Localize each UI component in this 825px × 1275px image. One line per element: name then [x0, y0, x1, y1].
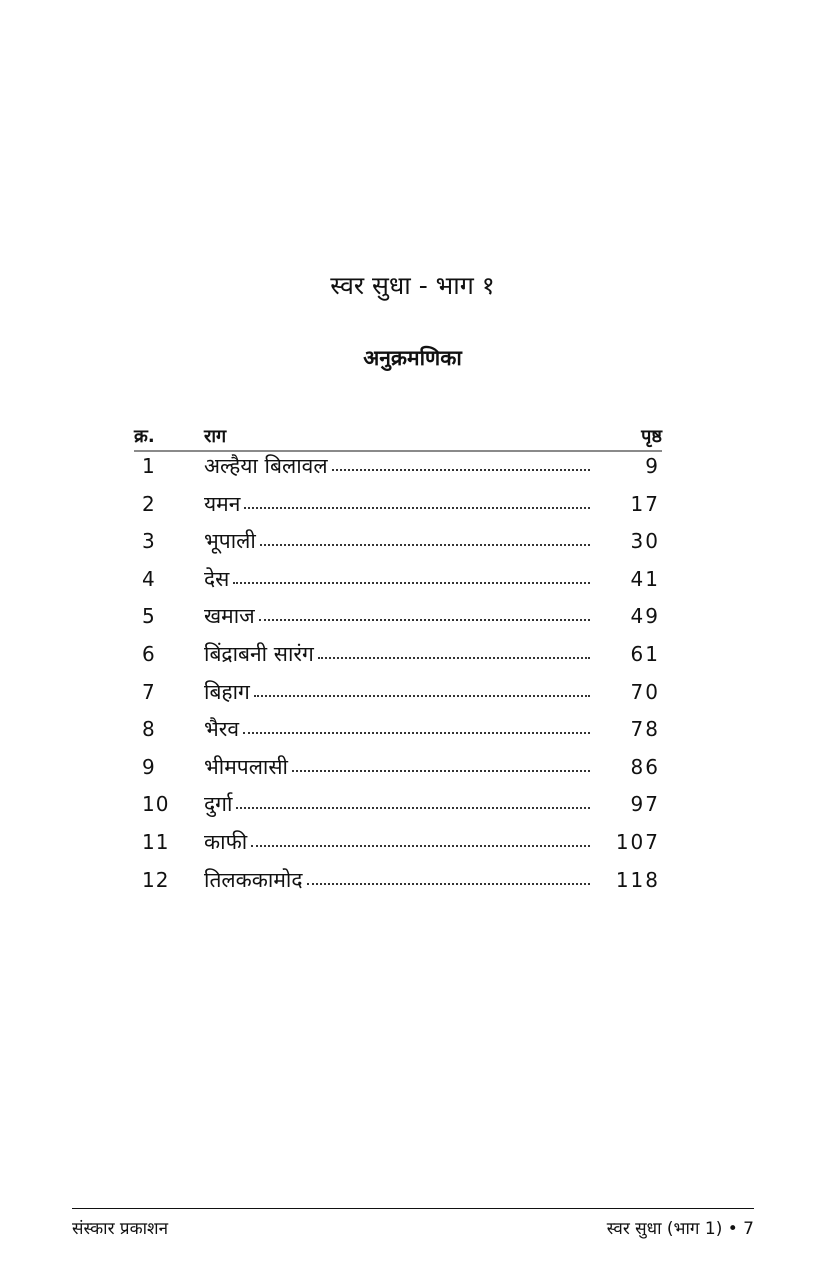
dot-leader: [318, 656, 590, 659]
column-header-page: पृष्ठ: [641, 426, 662, 447]
toc-header-row: [134, 418, 662, 452]
entry-name: बिंद्राबनी सारंग: [204, 641, 314, 666]
toc-entry[interactable]: [134, 715, 662, 753]
toc-heading: अनुक्रमणिका: [363, 346, 462, 370]
entry-number: 12: [142, 867, 170, 892]
dot-leader: [332, 468, 590, 471]
entry-name: भीमपलासी: [204, 754, 288, 779]
footer-publisher: संस्कार प्रकाशन: [72, 1219, 169, 1239]
dot-leader: [251, 844, 590, 847]
entry-page: 86: [630, 754, 660, 779]
footer-running-title: स्वर सुधा (भाग 1) • 7: [606, 1219, 754, 1239]
column-header-number: क्र.: [134, 426, 155, 447]
entry-name: यमन: [204, 491, 241, 516]
entry-name: भूपाली: [204, 529, 256, 554]
entry-number: 8: [142, 717, 156, 742]
dot-leader: [243, 731, 590, 734]
entry-number: 6: [142, 641, 156, 666]
toc-entry[interactable]: [134, 678, 662, 716]
dot-leader: [254, 694, 590, 697]
toc-entry[interactable]: [134, 565, 662, 603]
footer-divider: [72, 1208, 754, 1209]
entry-page: 61: [630, 641, 660, 666]
toc-entry[interactable]: [134, 753, 662, 791]
entry-page: 97: [630, 792, 660, 817]
dot-leader: [236, 806, 590, 809]
column-header-raag: राग: [204, 426, 227, 447]
dot-leader: [292, 769, 590, 772]
entry-page: 49: [630, 604, 660, 629]
entry-page: 9: [645, 454, 660, 478]
table-of-contents: [134, 418, 662, 903]
toc-entry[interactable]: [134, 452, 662, 490]
toc-entry[interactable]: [134, 828, 662, 866]
toc-entry[interactable]: [134, 527, 662, 565]
dot-leader: [259, 618, 590, 621]
entry-name: देस: [204, 566, 230, 591]
entry-name: भैरव: [204, 717, 240, 742]
entry-name: दुर्गा: [204, 792, 233, 817]
entry-number: 9: [142, 754, 156, 779]
entry-number: 10: [142, 792, 170, 817]
entry-number: 7: [142, 679, 156, 704]
dot-leader: [260, 543, 590, 546]
dot-leader: [244, 506, 590, 509]
toc-entry[interactable]: [134, 602, 662, 640]
entry-page: 107: [615, 829, 660, 854]
entry-page: 70: [630, 679, 660, 704]
toc-entry[interactable]: [134, 866, 662, 904]
dot-leader: [307, 882, 591, 885]
entry-number: 5: [142, 604, 156, 629]
entry-number: 11: [142, 829, 170, 854]
entry-name: तिलककामोद: [204, 867, 303, 892]
dot-leader: [233, 581, 590, 584]
entry-page: 30: [630, 529, 660, 554]
toc-entry[interactable]: [134, 640, 662, 678]
series-title: स्वर सुधा - भाग १: [330, 271, 495, 300]
entry-number: 4: [142, 566, 156, 591]
toc-entry[interactable]: [134, 490, 662, 528]
entry-page: 78: [630, 717, 660, 742]
entry-number: 1: [142, 454, 156, 478]
entry-page: 41: [630, 566, 660, 591]
entry-name: काफी: [204, 829, 248, 854]
entry-name: अल्हैया बिलावल: [204, 454, 328, 478]
entry-page: 118: [615, 867, 660, 892]
toc-entry[interactable]: [134, 790, 662, 828]
entry-number: 3: [142, 529, 156, 554]
entry-number: 2: [142, 491, 156, 516]
entry-name: खमाज: [204, 604, 255, 629]
entry-name: बिहाग: [204, 679, 250, 704]
entry-page: 17: [630, 491, 660, 516]
